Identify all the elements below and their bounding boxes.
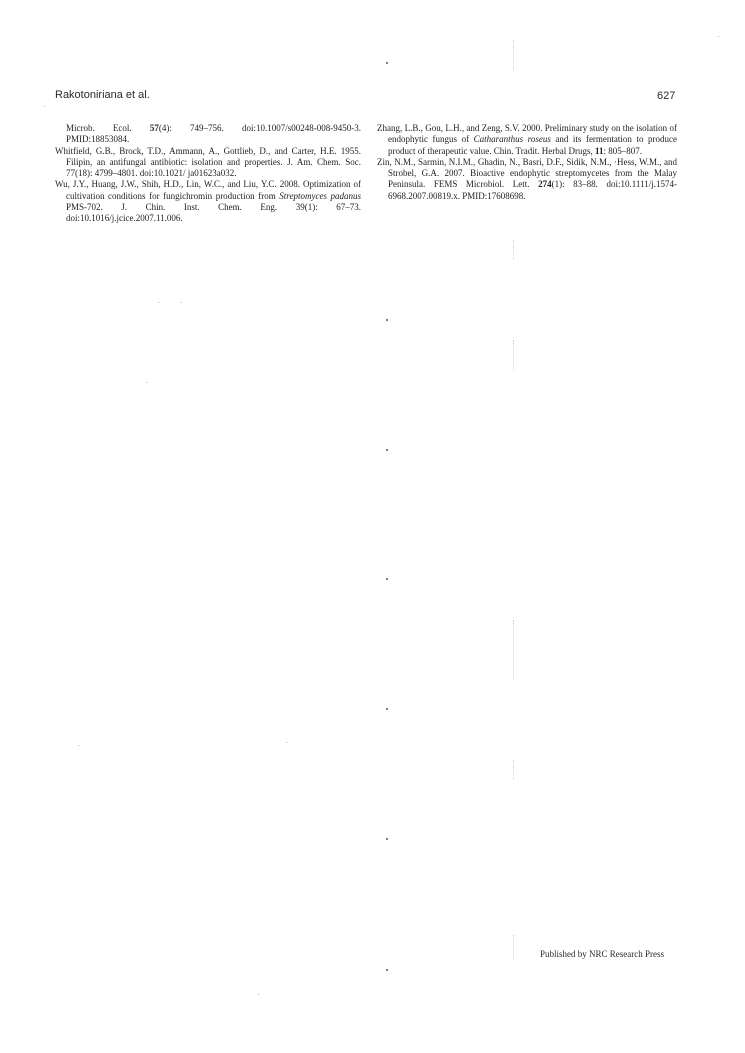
scan-speck bbox=[258, 994, 259, 995]
reference-text: and its fermentation to produce product of therapeutic value. Chin. Tradit. Herbal Drugs, bbox=[388, 134, 677, 156]
reference-text: PMS-702. J. Chin. Inst. Chem. Eng. 39(1): 67–73. doi:10.1016/j.jcice.2007.11.006. bbox=[66, 202, 361, 224]
publisher-footer: Published by NRC Research Press bbox=[540, 949, 664, 959]
reference-bold-text: 274 bbox=[538, 179, 552, 190]
reference-entry bbox=[377, 157, 677, 202]
scan-speck bbox=[386, 62, 388, 64]
scan-speck bbox=[78, 745, 79, 746]
scan-gutter-mark bbox=[513, 340, 514, 370]
scan-speck bbox=[386, 449, 388, 451]
reference-text: : 805–807. bbox=[603, 145, 642, 156]
reference-text: Zhang, L.B., Gou, L.H., and Zeng, S.V. 2000. Preliminary study on the isolation of endophytic fungus of bbox=[377, 123, 677, 145]
scan-gutter-mark bbox=[513, 935, 514, 960]
scan-speck bbox=[146, 382, 147, 383]
scan-speck bbox=[181, 302, 182, 303]
reference-text: (1): 83–88. doi:10.1111/j.1574-6968.2007.00819.x. PMID:17608698. bbox=[388, 179, 678, 201]
scan-speck bbox=[386, 708, 388, 710]
reference-bold-text: 11 bbox=[594, 145, 604, 156]
scan-gutter-mark bbox=[513, 760, 514, 780]
reference-text: Zin, N.M., Sarmin, N.I.M., Ghadin, N., Basri, D.F., Sidik, N.M., ·Hess, W.M., and Strobel, G.A. 2007. Bioactive endophytic streptomycetes from the Malay Peninsula. FEMS Microbiol. Lett. bbox=[377, 156, 677, 190]
scan-gutter-mark bbox=[513, 240, 514, 260]
reference-text: (4): 749–756. doi:10.1007/s00248-008-9450-3. PMID:18853084. bbox=[66, 123, 361, 145]
scan-gutter-mark bbox=[513, 40, 514, 70]
reference-italic-text: Streptomyces padanus bbox=[279, 190, 362, 201]
scan-speck bbox=[386, 969, 388, 971]
scan-speck bbox=[386, 838, 388, 840]
scan-speck bbox=[44, 106, 45, 107]
scan-gutter-mark bbox=[513, 620, 514, 680]
scan-speck bbox=[286, 742, 287, 743]
page-number: 627 bbox=[657, 90, 676, 102]
reference-entry bbox=[55, 179, 361, 224]
reference-entry bbox=[377, 123, 677, 157]
reference-text: Wu, J.Y., Huang, J.W., Shih, H.D., Lin, W.C., and Liu, Y.C. 2008. Optimization of cultivation conditions for fungichromin production from bbox=[55, 179, 361, 201]
scan-speck bbox=[718, 36, 719, 37]
running-head: Rakotoniriana et al. bbox=[55, 89, 150, 101]
scan-speck bbox=[158, 302, 159, 303]
reference-entry bbox=[55, 123, 361, 146]
reference-list-left bbox=[55, 123, 361, 225]
reference-text: Microb. Ecol. bbox=[66, 123, 150, 133]
scan-speck bbox=[386, 578, 388, 580]
reference-list-right bbox=[377, 123, 677, 202]
reference-text: Whitfield, G.B., Brock, T.D., Ammann, A., Gottlieb, D., and Carter, H.E. 1955. Filipin, an antifungal antibiotic: isolation and properties. J. Am. Chem. Soc. 77(18): 4799–4801. doi:10.1021/ ja01623a032. bbox=[55, 145, 361, 179]
scan-speck bbox=[386, 319, 388, 321]
reference-entry bbox=[55, 146, 361, 180]
reference-bold-text: 57 bbox=[149, 123, 159, 133]
reference-italic-text: Catharanthus roseus bbox=[473, 134, 551, 145]
